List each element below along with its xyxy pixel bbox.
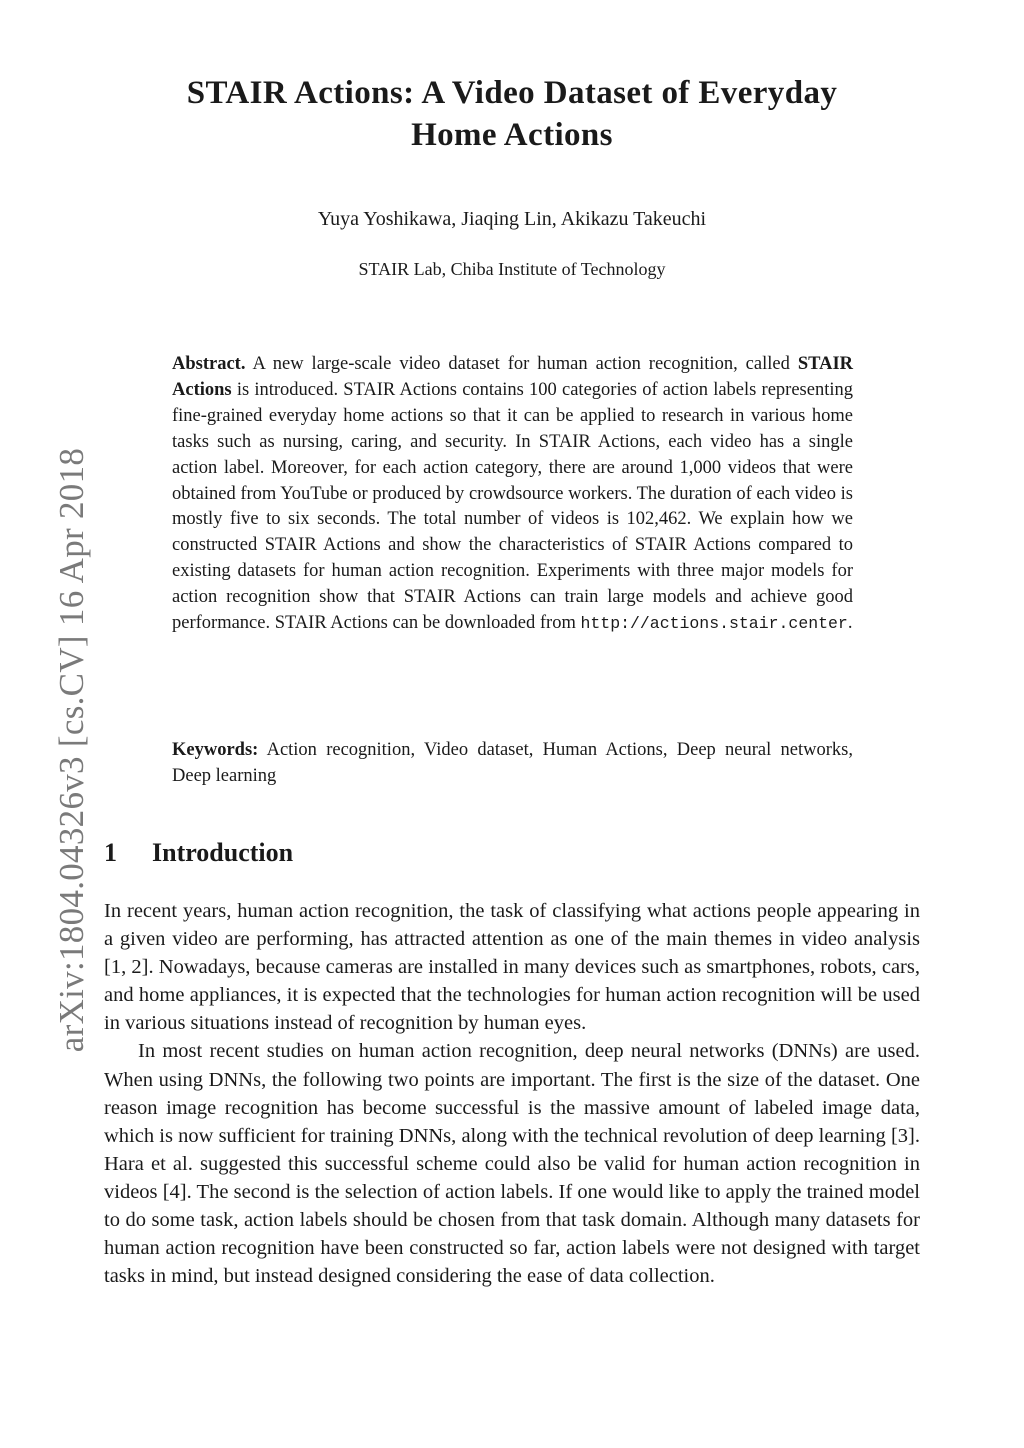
- section-title: Introduction: [152, 838, 294, 867]
- author-list: Yuya Yoshikawa, Jiaqing Lin, Akikazu Takeuchi: [317, 208, 707, 230]
- abstract-label: Abstract.: [172, 354, 246, 374]
- section-number: 1: [104, 838, 117, 867]
- abstract-text-start: A new large-scale video dataset for human action recognition, called: [252, 354, 790, 374]
- intro-paragraph-1: In recent years, human action recognition, the task of classifying what actions people appearing in a given video are performing, has attracted attention as one of the main themes in video analysis [1, 2]. Nowadays, because cameras are installed in many devices such as smartphones, robots, cars, and home appliances, it is expected that the technologies for human action recognition will be used in various situations instead of recognition by human eyes.: [104, 900, 920, 1035]
- dataset-name-bold: STAIR Actions: [172, 354, 854, 400]
- keywords-text: Action recognition, Video dataset, Human Actions, Deep neural networks, Deep learning: [172, 740, 853, 786]
- abstract-block: [172, 352, 853, 637]
- abstract-text-end: .: [847, 613, 853, 634]
- introduction-body: [104, 897, 920, 1290]
- intro-paragraph-2: In most recent studies on human action recognition, deep neural networks (DNNs) are used. When using DNNs, the following two points are important. The first is the size of the dataset. One reason image recognition has become successful is the massive amount of labeled image data, which is now sufficient for training DNNs, along with the technical revolution of deep learning [3]. Hara et al. suggested this successful scheme could also be valid for human action recognition in videos [4]. The second is the selection of action labels. If one would like to apply the trained model to do some task, action labels should be chosen from that task domain. Although many datasets for human action recognition have been constructed so far, action labels were not designed with target tasks in mind, but instead designed considering the ease of data collection.: [104, 1040, 920, 1288]
- paper-title-line-2: Home Actions: [411, 117, 613, 153]
- keywords-label: Keywords:: [172, 740, 259, 760]
- section-heading-introduction: [104, 836, 293, 870]
- paper-title-line-1: STAIR Actions: A Video Dataset of Everyday: [186, 75, 838, 111]
- abstract-text-body: is introduced. STAIR Actions contains 100 categories of action labels representing fine-grained everyday home actions so that it can be applied to research in various home tasks such as nursing, caring, and security. In STAIR Actions, each video has a single action label. Moreover, for each action category, there are around 1,000 videos that were obtained from YouTube or produced by crowdsource workers. The duration of each video is mostly five to six seconds. The total number of videos is 102,462. We explain how we constructed STAIR Actions and show the characteristics of STAIR Actions compared to existing datasets for human action recognition. Experiments with three major models for action recognition show that STAIR Actions can train large models and achieve good performance. STAIR Actions can be downloaded from: [172, 379, 853, 634]
- dataset-download-link[interactable]: http://actions.stair.center: [580, 614, 848, 634]
- paper-title: [100, 72, 924, 156]
- keywords-block: [172, 738, 853, 790]
- arxiv-identifier-stamp: arXiv:1804.04326v3 [cs.CV] 16 Apr 2018: [52, 447, 91, 1053]
- author-affiliation: STAIR Lab, Chiba Institute of Technology: [358, 259, 666, 279]
